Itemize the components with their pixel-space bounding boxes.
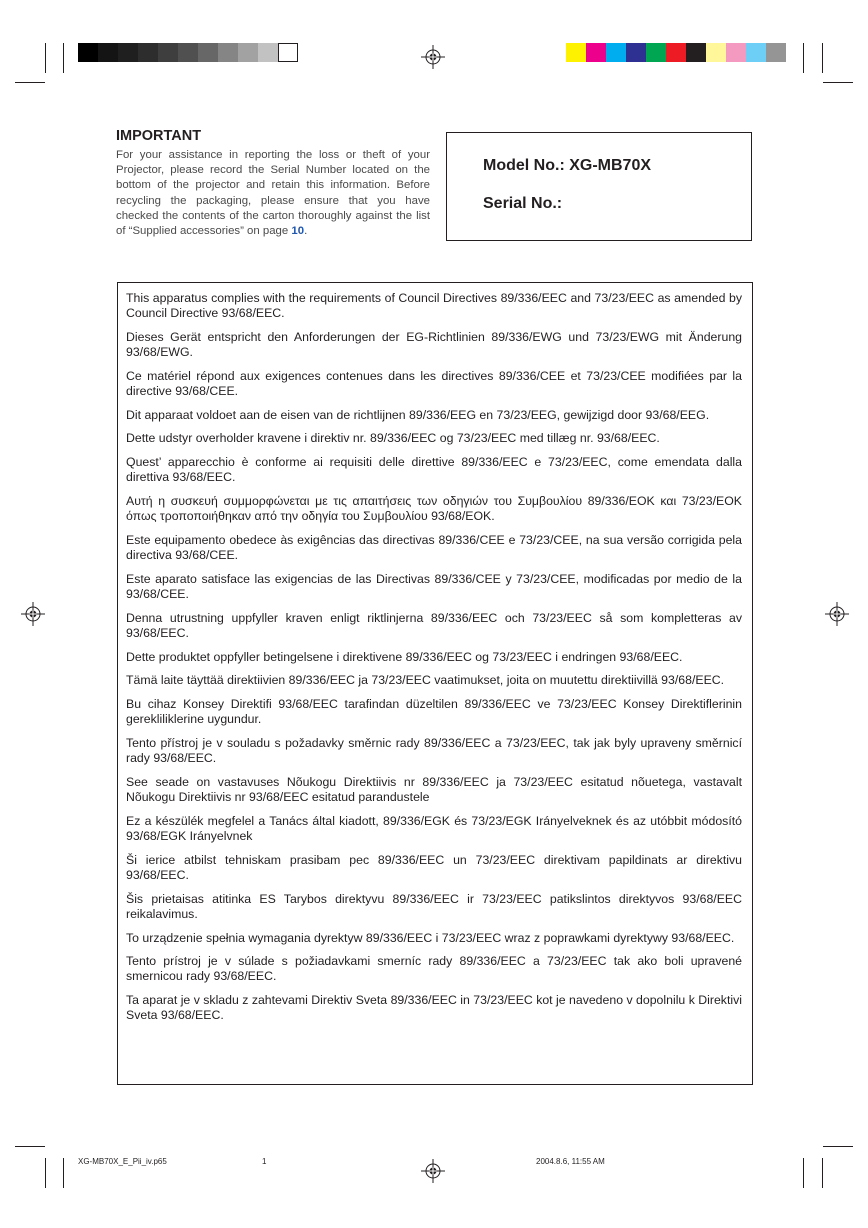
gray-swatch xyxy=(98,43,118,62)
color-swatch xyxy=(626,43,646,62)
declaration-finnish: Tämä laite täyttää direktiivien 89/336/EEC ja 73/23/EEC vaatimukset, joita on muutettu direktiivillä 93/68/EEC. xyxy=(126,673,725,688)
color-swatch xyxy=(606,43,626,62)
declaration-slovenian: Ta aparat je v skladu z zahtevami Direktiv Sveta 89/336/EEC in 73/23/EEC kot je navedeno v dopolnilu k Direktivi Sveta 93/68/EEC. xyxy=(126,993,742,1023)
gray-scale-bar xyxy=(78,43,298,62)
color-swatch xyxy=(706,43,726,62)
declaration-dutch: Dit apparaat voldoet aan de eisen van de richtlijnen 89/336/EEG en 73/23/EEG, gewijzigd door 93/68/EEG. xyxy=(126,407,710,422)
gray-swatch xyxy=(278,43,298,62)
color-swatch xyxy=(666,43,686,62)
compliance-declarations xyxy=(117,282,753,1085)
declaration-german: Dieses Gerät entspricht den Anforderungen der EG-Richtlinien 89/336/EWG und 73/23/EWG mit Änderung 93/68/EWG. xyxy=(126,329,742,360)
footer-timestamp: 2004.8.6, 11:55 AM xyxy=(536,1157,605,1166)
color-swatch xyxy=(726,43,746,62)
gray-swatch xyxy=(118,43,138,62)
gray-swatch xyxy=(238,43,258,62)
declaration-lithuanian: Šis prietaisas atitinka ES Tarybos direktyvu 89/336/EEC ir 73/23/EEC patikslintos direktyvos 93/68/EEC reikalavimus. xyxy=(126,891,742,921)
declaration-swedish: Denna utrustning uppfyller kraven enligt riktlinjerna 89/336/EEC och 73/23/EEC så som kompletteras av 93/68/EEC. xyxy=(126,610,742,640)
declaration-polish: To urządzenie spełnia wymagania dyrektyw 89/336/EEC i 73/23/EEC wraz z poprawkami dyrektywy 93/68/EEC. xyxy=(126,930,735,945)
declaration-italian: Quest’ apparecchio è conforme ai requisiti delle direttive 89/336/EEC e 73/23/EEC, come emendata dalla direttiva 93/68/EEC. xyxy=(126,455,742,485)
footer-filename: XG-MB70X_E_Pii_iv.p65 xyxy=(78,1157,167,1166)
gray-swatch xyxy=(198,43,218,62)
color-swatch xyxy=(686,43,706,62)
declaration-norwegian: Dette produktet oppfyller betingelsene i direktivene 89/336/EEC og 73/23/EEC i endringen 93/68/EEC. xyxy=(126,649,683,664)
footer-page-number: 1 xyxy=(262,1157,267,1166)
declaration-hungarian: Ez a készülék megfelel a Tanács által kiadott, 89/336/EGK és 73/23/EGK Irányelveknek és az utóbbit módosító 93/68/EGK Irányelvnek xyxy=(126,813,742,843)
gray-swatch xyxy=(78,43,98,62)
color-bar xyxy=(566,43,786,62)
declaration-slovak: Tento prístroj je v súlade s požiadavkami smerníc rady 89/336/EEC a 73/23/EEC tak ako boli upravené smernicou rady 93/68/EEC. xyxy=(126,954,742,984)
registration-mark-icon xyxy=(421,1159,445,1183)
color-swatch xyxy=(566,43,586,62)
important-notice-text: For your assistance in reporting the loss or theft of your Projector, please record the Serial Number located on the bottom of the projector and retain this information. Before recycling the packaging, please ensure that you have checked the contents of the carton thoroughly against the list of “Supplied accessories” on page xyxy=(116,149,430,238)
declaration-spanish: Este aparato satisface las exigencias de las Directivas 89/336/CEE y 73/23/CEE, modificadas por medio de la 93/68/CEE. xyxy=(126,571,742,602)
registration-mark-icon xyxy=(21,602,45,626)
registration-mark-icon xyxy=(421,45,445,69)
gray-swatch xyxy=(138,43,158,62)
gray-swatch xyxy=(178,43,198,62)
declaration-turkish: Bu cihaz Konsey Direktifi 93/68/EEC tarafindan düzeltilen 89/336/EEC ve 73/23/EEC Konsey Direktiflerinin gerekliliklerine uygundur. xyxy=(126,697,742,727)
registration-mark-icon xyxy=(825,602,849,626)
declaration-czech: Tento přístroj je v souladu s požadavky směrnic rady 89/336/EEC a 73/23/EEC, tak jak byly upraveny směrnicí rady 93/68/EEC. xyxy=(126,735,742,766)
important-notice-end: . xyxy=(304,225,308,238)
important-heading: IMPORTANT xyxy=(116,128,202,144)
gray-swatch xyxy=(158,43,178,62)
model-serial-box xyxy=(446,132,752,241)
model-number: Model No.: XG-MB70X xyxy=(483,157,652,174)
declaration-portuguese: Este equipamento obedece às exigências das directivas 89/336/CEE e 73/23/CEE, na sua versão corrigida pela directiva 93/68/CEE. xyxy=(126,532,742,563)
declaration-latvian: Ši ierice atbilst tehniskam prasibam pec 89/336/EEC un 73/23/EEC direktivam papildinats ar direktivu 93/68/EEC. xyxy=(126,852,742,882)
color-swatch xyxy=(646,43,666,62)
color-swatch xyxy=(766,43,786,62)
important-notice xyxy=(116,148,430,239)
declaration-greek: Αυτή η συσκευή συμμορφώνεται με τις απαιτήσεις των οδηγιών του Συμβουλίου 89/336/ΕΟΚ και 73/23/ΕΟΚ όπως τροποποιήθηκαν από την οδηγία του Συμβουλίου 93/68/ΕΟΚ. xyxy=(126,494,742,524)
gray-swatch xyxy=(218,43,238,62)
gray-swatch xyxy=(258,43,278,62)
declaration-english: This apparatus complies with the requirements of Council Directives 89/336/EEC and 73/23/EEC as amended by Council Directive 93/68/EEC. xyxy=(126,291,742,321)
color-swatch xyxy=(586,43,606,62)
page-reference-link[interactable]: 10 xyxy=(291,225,305,238)
serial-number-label: Serial No.: xyxy=(483,195,563,212)
declaration-estonian: See seade on vastavuses Nõukogu Direktiivis nr 89/336/EEC ja 73/23/EEC esitatud nõuetega, vastavalt Nõukogu Direktiivis nr 93/68/EEC esitatud parandustele xyxy=(126,774,742,805)
color-swatch xyxy=(746,43,766,62)
declaration-danish: Dette udstyr overholder kravene i direktiv nr. 89/336/EEC og 73/23/EEC med tillæg nr. 93/68/EEC. xyxy=(126,431,660,446)
declaration-french: Ce matériel répond aux exigences contenues dans les directives 89/336/CEE et 73/23/CEE modifiées par la directive 93/68/CEE. xyxy=(126,368,742,399)
